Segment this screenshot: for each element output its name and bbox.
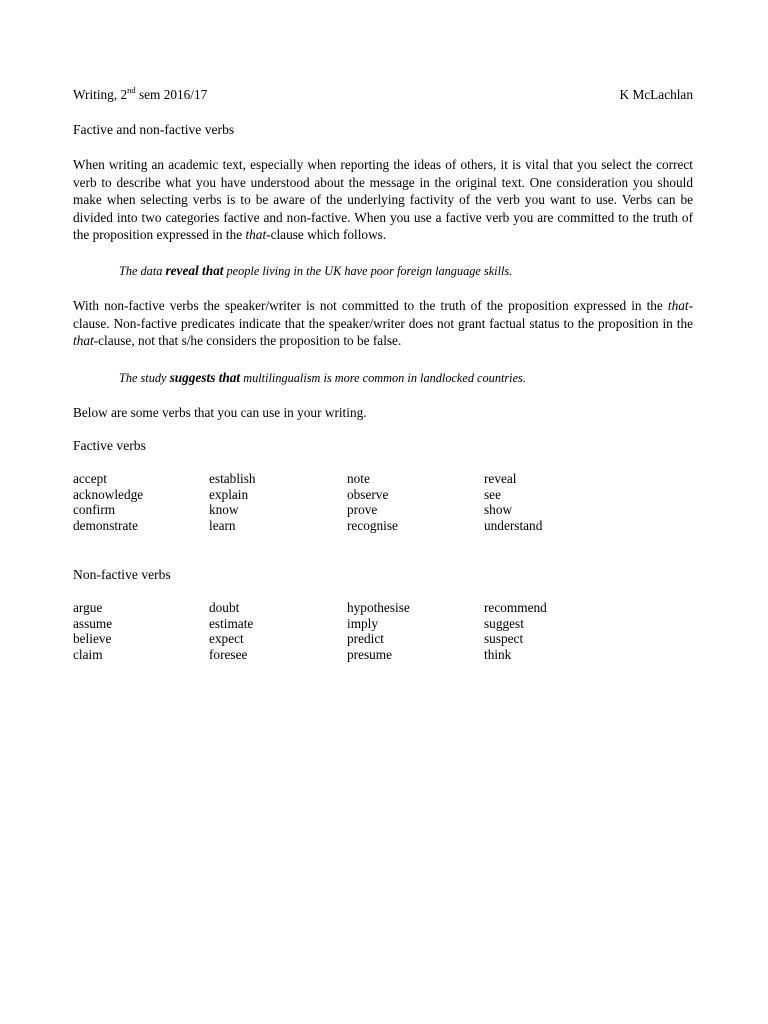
nonfactive-paragraph <box>73 297 693 350</box>
table-row <box>73 501 633 517</box>
verb-cell: estimate <box>209 615 254 631</box>
course-info-superscript: nd <box>127 84 136 95</box>
intro-that-italic: that <box>245 227 267 243</box>
page-header <box>73 86 693 104</box>
verb-cell: note <box>347 471 370 486</box>
verb-cell: know <box>209 502 239 517</box>
example1-post: people living in the UK have poor foreign language skills. <box>223 264 513 278</box>
nonfactive-text-3: -clause, not that s/he considers the proposition to be false. <box>93 333 402 349</box>
verb-cell: establish <box>209 471 256 486</box>
table-row <box>73 470 633 486</box>
verb-cell: predict <box>347 631 384 646</box>
verb-cell: demonstrate <box>73 517 138 533</box>
verb-cell: learn <box>209 517 236 533</box>
table-row <box>73 517 633 533</box>
factive-verbs-table <box>73 470 633 532</box>
verb-cell: assume <box>73 615 113 631</box>
page-title: Factive and non-factive verbs <box>73 122 235 137</box>
verb-cell: claim <box>73 646 103 662</box>
course-info-prefix: Writing, 2 <box>73 87 128 102</box>
verb-cell: presume <box>347 646 393 662</box>
nonfactive-heading: Non-factive verbs <box>73 567 171 582</box>
table-row <box>73 599 633 615</box>
verb-cell: acknowledge <box>73 486 144 502</box>
nonfactive-example <box>119 369 526 388</box>
verb-cell: hypothesise <box>347 600 410 615</box>
nonfactive-text-1: With non-factive verbs the speaker/writer is not committed to the truth of the proposition expressed in the <box>73 298 668 313</box>
example2-post: multilingualism is more common in landlocked countries. <box>240 371 526 385</box>
verb-cell: observe <box>347 486 389 502</box>
verb-cell: recommend <box>484 600 547 615</box>
course-info <box>73 86 207 104</box>
example1-pre: The data <box>119 264 166 278</box>
verb-cell: show <box>484 502 513 517</box>
table-row <box>73 630 633 646</box>
factive-example <box>119 262 512 281</box>
factive-heading: Factive verbs <box>73 438 146 453</box>
verb-cell: confirm <box>73 502 116 517</box>
example2-pre: The study <box>119 371 170 385</box>
verb-cell: understand <box>484 517 543 533</box>
verb-cell: prove <box>347 502 378 517</box>
verb-cell: reveal <box>484 471 517 486</box>
author-name: K McLachlan <box>619 87 693 102</box>
verb-cell: explain <box>209 486 249 502</box>
verb-cell: see <box>484 486 501 502</box>
nonfactive-that-italic-1: that <box>667 298 689 313</box>
verb-cell: think <box>484 646 512 662</box>
verb-cell: doubt <box>209 600 240 615</box>
verb-cell: believe <box>73 631 112 646</box>
intro-paragraph <box>73 156 693 244</box>
table-row <box>73 486 633 502</box>
course-info-suffix: sem 2016/17 <box>135 87 208 102</box>
table-row <box>73 615 633 631</box>
verb-cell: accept <box>73 471 107 486</box>
intro-text-end: -clause which follows. <box>266 227 387 243</box>
verb-cell: foresee <box>209 646 248 662</box>
verb-cell: recognise <box>347 517 398 533</box>
example1-bold: reveal that <box>165 263 224 278</box>
verb-cell: suspect <box>484 631 524 646</box>
nonfactive-text-2: -clause. Non-factive predicates indicate that the speaker/writer does not grant factual status to the proposition in the <box>73 298 693 331</box>
nonfactive-verbs-table <box>73 599 633 661</box>
verb-cell: expect <box>209 631 244 646</box>
verb-cell: argue <box>73 600 103 615</box>
verb-cell: imply <box>347 615 379 631</box>
nonfactive-that-italic-2: that <box>73 333 94 349</box>
table-row <box>73 646 633 662</box>
example2-bold: suggests that <box>169 370 241 385</box>
intro-text: When writing an academic text, especially when reporting the ideas of others, it is vital that you select the correct verb to describe what you have understood about the message in the original text. One consideration you should make when selecting verbs is to be aware of the underlying factivity of the verb you want to use. Verbs can be divided into two categories factive and non-factive. When you use a factive verb you are committed to the truth of the proposition expressed in the <box>73 157 693 243</box>
below-text: Below are some verbs that you can use in your writing. <box>73 405 367 420</box>
verb-cell: suggest <box>484 615 524 631</box>
